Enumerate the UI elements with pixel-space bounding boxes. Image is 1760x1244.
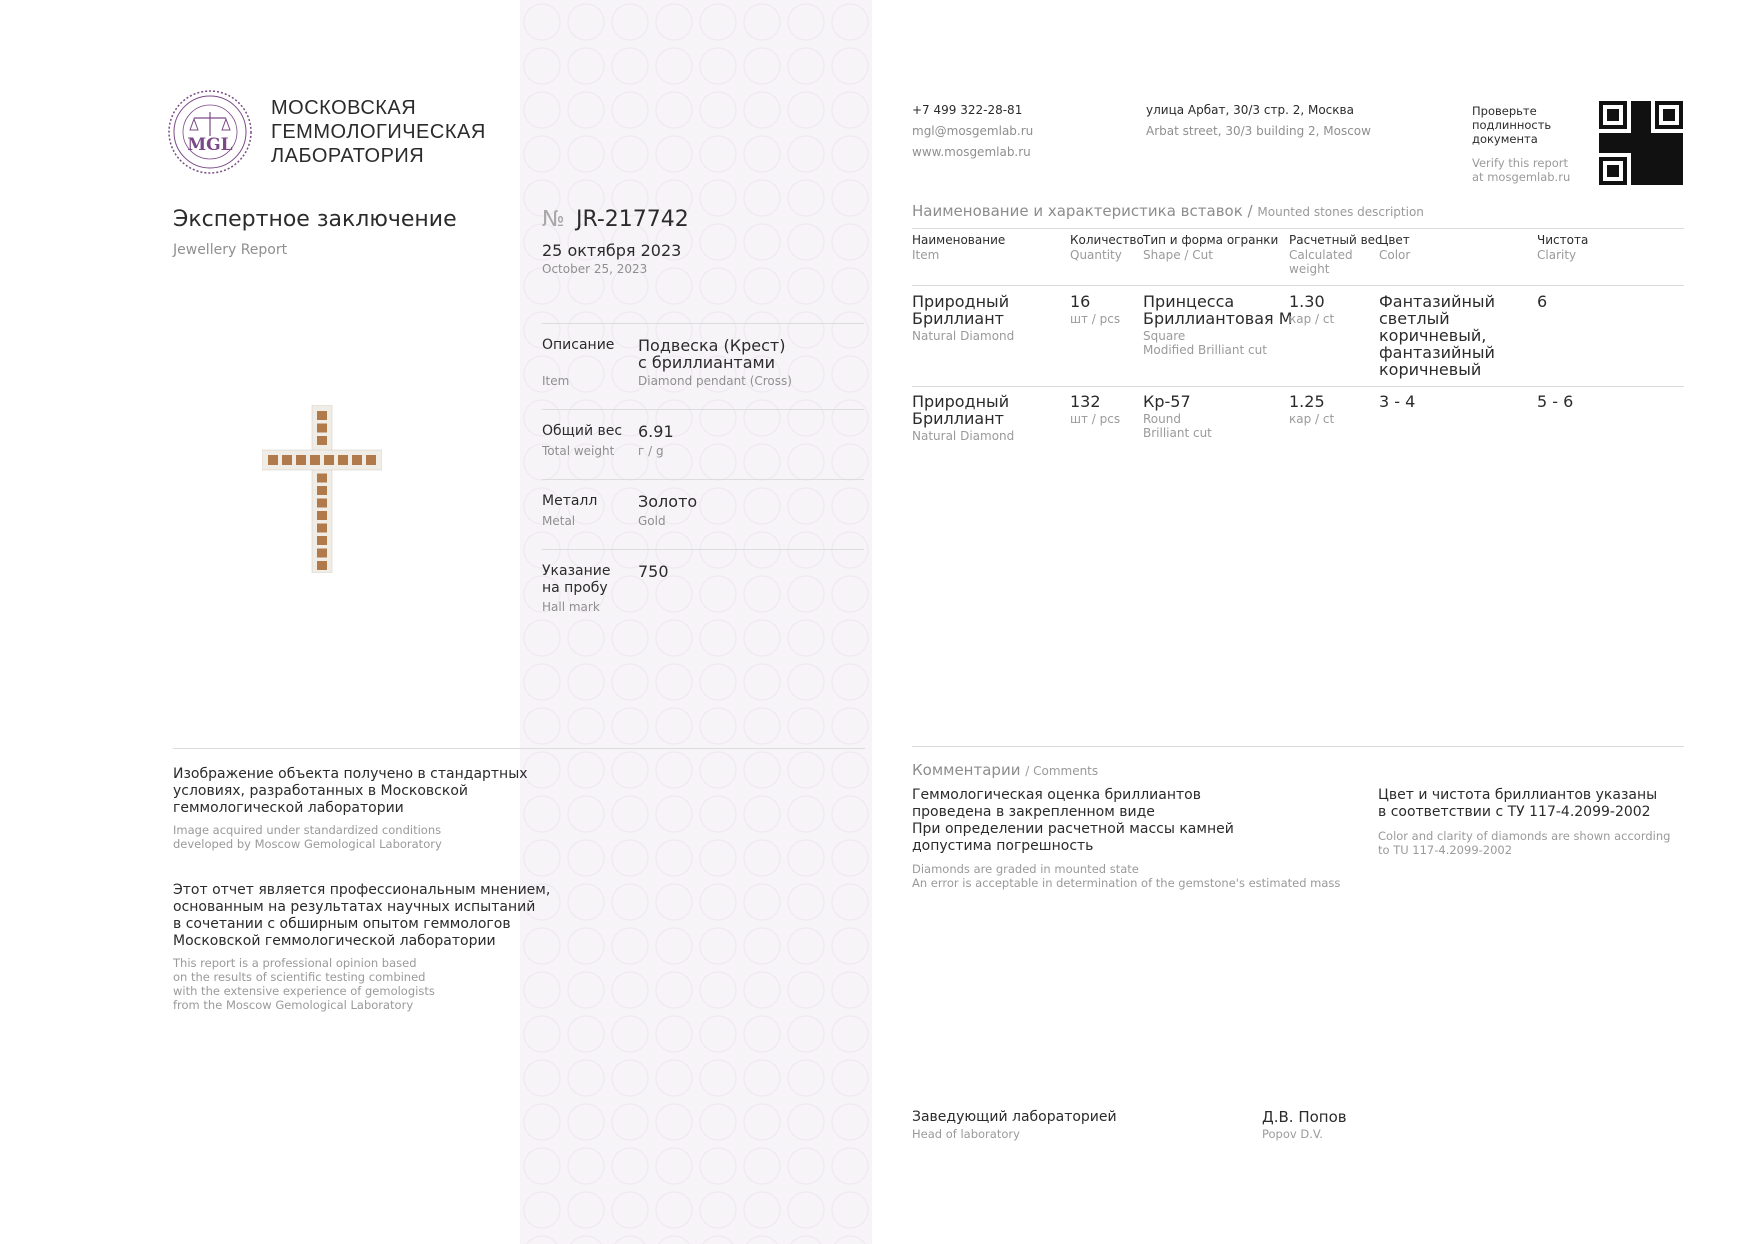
email-link[interactable]: mgl@mosgemlab.ru bbox=[912, 124, 1034, 138]
cell-quantity: 16 bbox=[1070, 292, 1091, 311]
comment-left-en: Diamonds are graded in mounted state An error is acceptable in determination of the gemstone's estimated mass bbox=[912, 862, 1341, 890]
lab-name-line-3: ЛАБОРАТОРИЯ bbox=[271, 145, 425, 167]
header-shape-cut: Тип и форма огранки Shape / Cut bbox=[1143, 233, 1279, 262]
image-note-en: Image acquired under standardized conditions developed by Moscow Gemological Laboratory bbox=[173, 823, 442, 851]
field-label-en: Item bbox=[542, 374, 570, 388]
verify-ru-2: подлинность bbox=[1472, 118, 1552, 132]
cell-item-en: Natural Diamond bbox=[912, 329, 1015, 343]
signature-role: Заведующий лабораторией bbox=[912, 1109, 1117, 1125]
comments-title bbox=[912, 761, 1098, 779]
background-pattern-strip bbox=[520, 0, 872, 1244]
item-photo bbox=[262, 405, 382, 573]
address-block bbox=[1146, 100, 1371, 142]
cell-item: Природный Бриллиант bbox=[912, 392, 1010, 428]
table-row bbox=[912, 393, 1684, 453]
divider bbox=[542, 479, 864, 480]
divider bbox=[173, 748, 865, 749]
field-value-en: Diamond pendant (Cross) bbox=[638, 374, 792, 388]
lab-logo bbox=[166, 88, 254, 176]
field-value-en: г / g bbox=[638, 444, 664, 458]
stones-title-ru: Наименование и характеристика вставок / bbox=[912, 202, 1253, 220]
lab-name-line-1: МОСКОВСКАЯ bbox=[271, 97, 417, 119]
cell-clarity: 5 - 6 bbox=[1537, 392, 1574, 411]
field-label-en: Total weight bbox=[542, 444, 615, 458]
website-link[interactable]: www.mosgemlab.ru bbox=[912, 145, 1031, 159]
stones-title-en: Mounted stones description bbox=[1257, 205, 1424, 219]
comments-title-en: / Comments bbox=[1025, 764, 1099, 778]
divider bbox=[542, 323, 864, 324]
verify-ru-3: документа bbox=[1472, 132, 1538, 146]
header-item: Наименование Item bbox=[912, 233, 1006, 262]
report-number-value: JR-217742 bbox=[575, 207, 689, 232]
cell-quantity-unit: шт / pcs bbox=[1070, 312, 1121, 326]
phone[interactable]: +7 499 322-28-81 bbox=[912, 103, 1023, 117]
cell-item-en: Natural Diamond bbox=[912, 429, 1015, 443]
header-quantity: Количество Quantity bbox=[1070, 233, 1144, 262]
cell-item: Природный Бриллиант bbox=[912, 292, 1010, 328]
cell-weight: 1.30 bbox=[1289, 292, 1325, 311]
comment-right: Цвет и чистота бриллиантов указаны в соответствии с ТУ 117-4.2099-2002 bbox=[1378, 787, 1658, 820]
header-weight: Расчетный вес Calculated weight bbox=[1289, 233, 1382, 276]
field-value: Золото bbox=[638, 492, 698, 511]
opinion-note-en: This report is a professional opinion based on the results of scientific testing combined with the extensive experience of gemologists from the Moscow Gemological Laboratory bbox=[173, 956, 435, 1012]
cell-cut-en: Round Brilliant cut bbox=[1143, 412, 1212, 440]
verify-ru-1: Проверьте bbox=[1472, 104, 1537, 118]
cell-quantity: 132 bbox=[1070, 392, 1101, 411]
table-header bbox=[912, 233, 1684, 283]
cell-color: Фантазийный светлый коричневый, фантазийный коричневый bbox=[1379, 292, 1495, 379]
signature-name: Д.В. Попов bbox=[1262, 1108, 1347, 1126]
field-label: Общий вес bbox=[542, 423, 623, 439]
report-date-en: October 25, 2023 bbox=[542, 262, 648, 276]
field-value: Подвеска (Крест) с бриллиантами bbox=[638, 336, 786, 372]
report-title: Экспертное заключение bbox=[173, 207, 457, 232]
cell-clarity: 6 bbox=[1537, 292, 1548, 311]
cell-color: 3 - 4 bbox=[1379, 392, 1416, 411]
cell-cut: Кр-57 bbox=[1143, 392, 1191, 411]
field-label-en: Hall mark bbox=[542, 600, 600, 614]
signature-name-en: Popov D.V. bbox=[1262, 1127, 1323, 1141]
report-title-en: Jewellery Report bbox=[173, 242, 288, 258]
image-note: Изображение объекта получено в стандартных условиях, разработанных в Московской геммологической лаборатории bbox=[173, 766, 528, 816]
comment-right-en: Color and clarity of diamonds are shown according to TU 117-4.2099-2002 bbox=[1378, 829, 1671, 857]
field-value-en: Gold bbox=[638, 514, 666, 528]
qr-code[interactable] bbox=[1599, 101, 1683, 185]
header-clarity: Чистота Clarity bbox=[1537, 233, 1589, 262]
divider bbox=[542, 549, 864, 550]
field-value: 6.91 bbox=[638, 422, 674, 441]
address-en: Arbat street, 30/3 building 2, Moscow bbox=[1146, 124, 1371, 138]
field-label-en: Metal bbox=[542, 514, 576, 528]
cell-cut: Принцесса Бриллиантовая М bbox=[1143, 292, 1293, 328]
number-sign: № bbox=[542, 207, 565, 232]
verify-en-1: Verify this report bbox=[1472, 156, 1569, 170]
divider bbox=[912, 746, 1684, 747]
comments-title-ru: Комментарии bbox=[912, 761, 1021, 779]
field-label: Указание на пробу bbox=[542, 563, 611, 596]
divider bbox=[542, 409, 864, 410]
contact-block bbox=[912, 100, 1033, 163]
report-date: 25 октября 2023 bbox=[542, 241, 682, 260]
cell-weight-unit: кар / ct bbox=[1289, 412, 1335, 426]
address-ru: улица Арбат, 30/3 стр. 2, Москва bbox=[1146, 103, 1354, 117]
divider bbox=[912, 285, 1684, 286]
divider bbox=[912, 386, 1684, 387]
cell-cut-en: Square Modified Brilliant cut bbox=[1143, 329, 1267, 357]
lab-name bbox=[271, 96, 486, 168]
lab-name-line-2: ГЕММОЛОГИЧЕСКАЯ bbox=[271, 121, 486, 143]
signature-role-en: Head of laboratory bbox=[912, 1127, 1020, 1141]
table-row bbox=[912, 293, 1684, 385]
logo-text: MGL bbox=[187, 135, 233, 155]
cell-weight: 1.25 bbox=[1289, 392, 1325, 411]
cell-weight-unit: кар / ct bbox=[1289, 312, 1335, 326]
field-label: Описание bbox=[542, 337, 615, 353]
verify-block bbox=[1472, 104, 1570, 184]
report-number bbox=[542, 207, 689, 232]
verify-en-2: at mosgemlab.ru bbox=[1472, 170, 1571, 184]
comment-left: Геммологическая оценка бриллиантов проведена в закрепленном виде При определении расчетной массы камней допустима погрешность bbox=[912, 787, 1234, 854]
field-value: 750 bbox=[638, 562, 669, 581]
opinion-note: Этот отчет является профессиональным мнением, основанным на результатах научных испытаний в сочетании с обширным опытом геммологов Московской геммологической лаборатории bbox=[173, 882, 551, 949]
header-color: Цвет Color bbox=[1379, 233, 1411, 262]
field-label: Металл bbox=[542, 493, 598, 509]
divider bbox=[912, 228, 1684, 229]
cell-quantity-unit: шт / pcs bbox=[1070, 412, 1121, 426]
stones-section-title bbox=[912, 202, 1424, 220]
